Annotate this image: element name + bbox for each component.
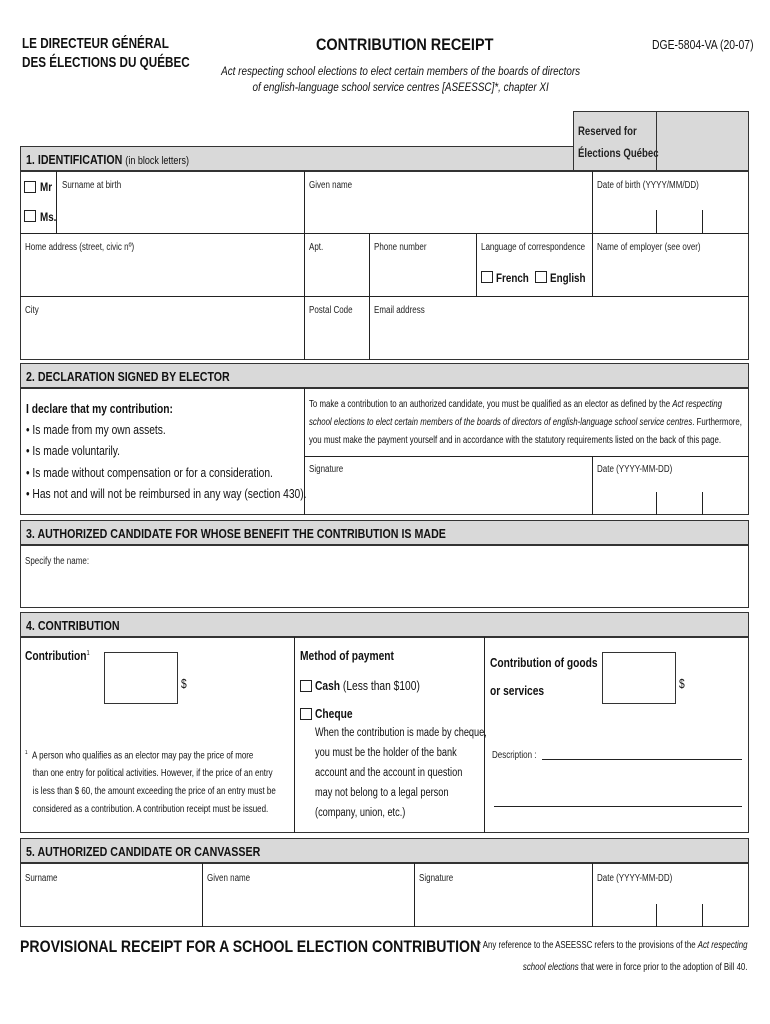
canvasser-given-name-label: Given name xyxy=(207,873,251,884)
form-subtitle xyxy=(220,64,581,96)
contribution-amount-input[interactable] xyxy=(104,652,178,704)
reserved-line-2: Élections Québec xyxy=(578,146,659,160)
home-address-label: Home address (street, civic nº) xyxy=(25,242,135,253)
cheque-note-line-3: account and the account in question xyxy=(315,767,463,779)
footnote-line-2: than one entry for political activities. However, if the price of an entry xyxy=(32,768,273,780)
section-5-title: 5. AUTHORIZED CANDIDATE OR CANVASSER xyxy=(26,844,261,859)
reserved-label xyxy=(578,120,659,164)
footnote-mark: 1 xyxy=(25,750,28,756)
elector-signature-label: Signature xyxy=(309,464,344,475)
notice-line-1-text: To make a contribution to an authorized candidate, you must be qualified as an elector as defined by the xyxy=(309,399,673,410)
declaration-item-1: • Is made from my own assets. xyxy=(26,423,166,437)
cash-label-text: Cash xyxy=(315,679,341,693)
section-3-title: 3. AUTHORIZED CANDIDATE FOR WHOSE BENEFIT THE CONTRIBUTION IS MADE xyxy=(26,526,446,541)
employer-label: Name of employer (see over) xyxy=(597,242,701,253)
notice-line-2 xyxy=(309,414,742,432)
cash-checkbox[interactable] xyxy=(300,680,312,692)
aseessc-footnote-line-1 xyxy=(478,935,747,957)
french-checkbox[interactable] xyxy=(481,271,493,283)
ms-label: Ms. xyxy=(40,210,57,224)
cash-note: (Less than $100) xyxy=(342,679,420,693)
city-label: City xyxy=(25,305,39,316)
cheque-checkbox[interactable] xyxy=(300,708,312,720)
contribution-footnote-mark: 1 xyxy=(86,649,90,657)
notice-line-1-act: Act respecting xyxy=(672,399,722,410)
notice-line-3: you must make the payment yourself and in accordance with the statutory requirements listed on the back of this page. xyxy=(309,435,722,446)
declaration-item-2: • Is made voluntarily. xyxy=(26,444,120,458)
contribution-label-text: Contribution xyxy=(25,649,87,663)
goods-line-1: Contribution of goods xyxy=(490,656,598,670)
declaration-heading: I declare that my contribution: xyxy=(26,402,173,416)
aseessc-footnote-line-2 xyxy=(478,957,747,979)
mr-checkbox[interactable] xyxy=(24,181,36,193)
cheque-note-line-4: may not belong to a legal person xyxy=(315,787,449,799)
email-label: Email address xyxy=(374,305,425,316)
cheque-label: Cheque xyxy=(315,707,353,721)
goods-dollar-sign: $ xyxy=(679,677,685,691)
canvasser-surname-label: Surname xyxy=(25,873,58,884)
section-4-title: 4. CONTRIBUTION xyxy=(26,618,120,633)
elector-notice xyxy=(309,396,742,450)
section-1-title-note: (in block letters) xyxy=(125,155,189,167)
section-1-title: 1. IDENTIFICATION (in block letters) xyxy=(26,152,189,167)
reserved-line-1: Reserved for xyxy=(578,124,637,138)
description-line-2[interactable] xyxy=(494,806,742,807)
specify-name-label: Specify the name: xyxy=(25,556,90,567)
contribution-footnote xyxy=(25,744,276,819)
cash-label xyxy=(315,679,420,693)
footer-note-1-text: * Any reference to the ASEESSC refers to the provisions of the xyxy=(478,940,698,951)
footnote-line-4: considered as a contribution. A contribution receipt must be issued. xyxy=(32,804,269,816)
mr-label: Mr xyxy=(40,180,53,194)
section-4-header xyxy=(20,612,749,637)
english-checkbox[interactable] xyxy=(535,271,547,283)
cheque-note-line-2: you must be the holder of the bank xyxy=(315,747,457,759)
declaration-item-4: • Has not and will not be reimbursed in any way (section 430). xyxy=(26,487,307,501)
language-label: Language of correspondence xyxy=(481,242,586,253)
cheque-note-line-5: (company, union, etc.) xyxy=(315,807,406,819)
footnote-line-1-text: A person who qualifies as an elector may pay the price of more xyxy=(32,750,254,762)
goods-services-label xyxy=(490,649,598,705)
section-3-header xyxy=(20,520,749,545)
subtitle-line-2: of english-language school service centres [ASEESSC]*, chapter XI xyxy=(252,82,549,94)
date-of-birth-label: Date of birth (YYYY/MM/DD) xyxy=(597,180,699,191)
org-line-1: LE DIRECTEUR GÉNÉRAL xyxy=(22,35,169,52)
goods-amount-input[interactable] xyxy=(602,652,676,704)
form-title: CONTRIBUTION RECEIPT xyxy=(316,35,494,54)
apt-label: Apt. xyxy=(309,242,324,253)
canvasser-signature-label: Signature xyxy=(419,873,454,884)
section-2-title: 2. DECLARATION SIGNED BY ELECTOR xyxy=(26,369,230,384)
org-line-2: DES ÉLECTIONS DU QUÉBEC xyxy=(22,54,190,71)
english-label: English xyxy=(550,271,586,285)
organization-name xyxy=(22,34,190,72)
declaration-item-3: • Is made without compensation or for a consideration. xyxy=(26,466,273,480)
contribution-label xyxy=(25,649,90,663)
identification-table xyxy=(20,171,749,360)
ms-checkbox[interactable] xyxy=(24,210,36,222)
footer-note-2-act: school elections xyxy=(522,962,579,973)
surname-label: Surname at birth xyxy=(62,180,122,191)
aseessc-footnote xyxy=(478,935,747,979)
method-of-payment-label: Method of payment xyxy=(300,649,394,663)
section-1-header xyxy=(20,146,574,171)
footer-note-1-act: Act respecting xyxy=(697,940,748,951)
phone-label: Phone number xyxy=(374,242,427,253)
canvasser-date-label: Date (YYYY-MM-DD) xyxy=(597,873,673,884)
subtitle-line-1: Act respecting school elections to elect certain members of the boards of directors xyxy=(221,66,581,78)
section-2-header xyxy=(20,363,749,388)
section-5-header xyxy=(20,838,749,863)
given-name-label: Given name xyxy=(309,180,353,191)
cheque-note-line-1: When the contribution is made by cheque, xyxy=(315,727,487,739)
footer-note-2-text: that were in force prior to the adoption of Bill 40. xyxy=(578,962,748,973)
reserved-inner-box xyxy=(656,111,749,171)
goods-line-2: or services xyxy=(490,684,545,698)
footnote-line-1 xyxy=(25,744,276,765)
notice-line-2-act: school elections to elect certain members of the boards of directors of english-language school service centres xyxy=(309,417,693,428)
description-line-1[interactable] xyxy=(542,759,742,760)
notice-line-1 xyxy=(309,396,742,414)
footnote-line-3: is less than $ 60, the amount exceeding the price of an entry must be xyxy=(32,786,276,798)
candidate-name-field[interactable] xyxy=(20,545,749,608)
notice-line-2-text: . Furthermore, xyxy=(692,417,742,428)
postal-code-label: Postal Code xyxy=(309,305,353,316)
elector-date-label: Date (YYYY-MM-DD) xyxy=(597,464,673,475)
description-label: Description : xyxy=(492,750,537,761)
provisional-receipt-title: PROVISIONAL RECEIPT FOR A SCHOOL ELECTION CONTRIBUTION xyxy=(20,937,481,956)
contribution-dollar-sign: $ xyxy=(181,677,187,691)
form-number: DGE-5804-VA (20-07) xyxy=(652,37,754,52)
french-label: French xyxy=(496,271,529,285)
cheque-note xyxy=(315,723,487,823)
